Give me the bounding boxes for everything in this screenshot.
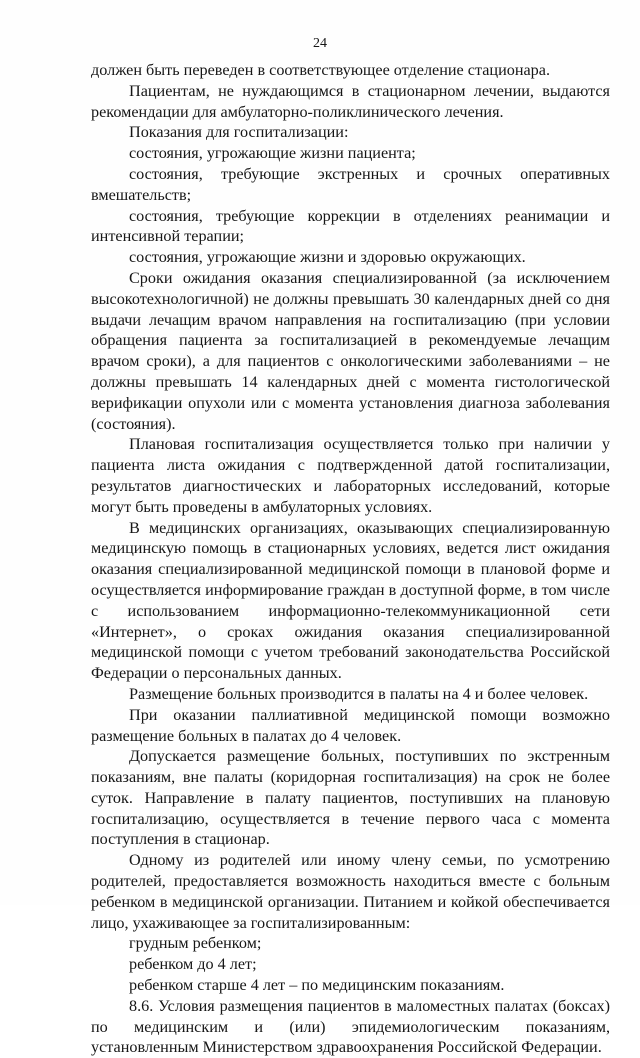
- paragraph: состояния, требующие экстренных и срочных оперативных вмешательств;: [91, 164, 610, 204]
- paragraph: В медицинских организациях, оказывающих специализированную медицинскую помощь в стационарных условиях, ведется лист ожидания оказания специализированной медицинской помощи в плановой форме и осуществляется информирование граждан в доступной форме, в том числе с использованием информационно-телекоммуникационной сети «Интернет», о сроках ожидания оказания специализированной медицинской помощи с учетом требований законодательства Российской Федерации о персональных данных.: [91, 518, 610, 683]
- paragraph: Одному из родителей или иному члену семьи, по усмотрению родителей, предоставляется возможность находиться вместе с больным ребенком в медицинской организации. Питанием и койкой обеспечивается лицо, ухаживающее за госпитализированным:: [91, 851, 610, 932]
- paragraph: Плановая госпитализация осуществляется только при наличии у пациента листа ожидания с подтвержденной датой госпитализации, результатов диагностических и лабораторных исследований, которые могут быть проведены в амбулаторных условиях.: [91, 435, 610, 516]
- paragraph: Пациентам, не нуждающимся в стационарном лечении, выдаются рекомендации для амбулаторно-поликлинического лечения.: [91, 81, 610, 121]
- document-body: [91, 60, 610, 1058]
- page-number: 24: [313, 36, 327, 51]
- paragraph: состояния, угрожающие жизни и здоровью окружающих.: [129, 248, 526, 267]
- paragraph: Показания для госпитализации:: [129, 123, 349, 142]
- paragraph: состояния, угрожающие жизни пациента;: [129, 144, 416, 163]
- paragraph: При оказании паллиативной медицинской помощи возможно размещение больных в палатах до 4 человек.: [91, 705, 610, 745]
- paragraph: ребенком до 4 лет;: [129, 955, 257, 974]
- paragraph: грудным ребенком;: [129, 934, 262, 953]
- paragraph: состояния, требующие коррекции в отделениях реанимации и интенсивной терапии;: [91, 206, 610, 246]
- paragraph: ребенком старше 4 лет – по медицинским показаниям.: [129, 976, 505, 995]
- paragraph: 8.6. Условия размещения пациентов в маломестных палатах (боксах) по медицинским и (или) эпидемиологическим показаниям, установленным Министерством здравоохранения Российской Федерации.: [91, 996, 610, 1057]
- paragraph: должен быть переведен в соответствующее отделение стационара.: [91, 61, 551, 79]
- paragraph: Допускается размещение больных, поступивших по экстренным показаниям, вне палаты (коридорная госпитализация) на срок не более суток. Направление в палату пациентов, поступивших на плановую госпитализацию, осуществляется в течение первого часа с момента поступления в стационар.: [91, 747, 610, 849]
- paragraph: Размещение больных производится в палаты на 4 и более человек.: [129, 684, 589, 703]
- paragraph: Сроки ожидания оказания специализированной (за исключением высокотехнологичной) не должны превышать 30 календарных дней со дня выдачи лечащим врачом направления на госпитализацию (при условии обращения пациента за госпитализацией в рекомендуемые лечащим врачом сроки), а для пациентов с онкологическими заболеваниями – не должны превышать 14 календарных дней с момента гистологической верификации опухоли или с момента установления диагноза заболевания (состояния).: [91, 268, 610, 433]
